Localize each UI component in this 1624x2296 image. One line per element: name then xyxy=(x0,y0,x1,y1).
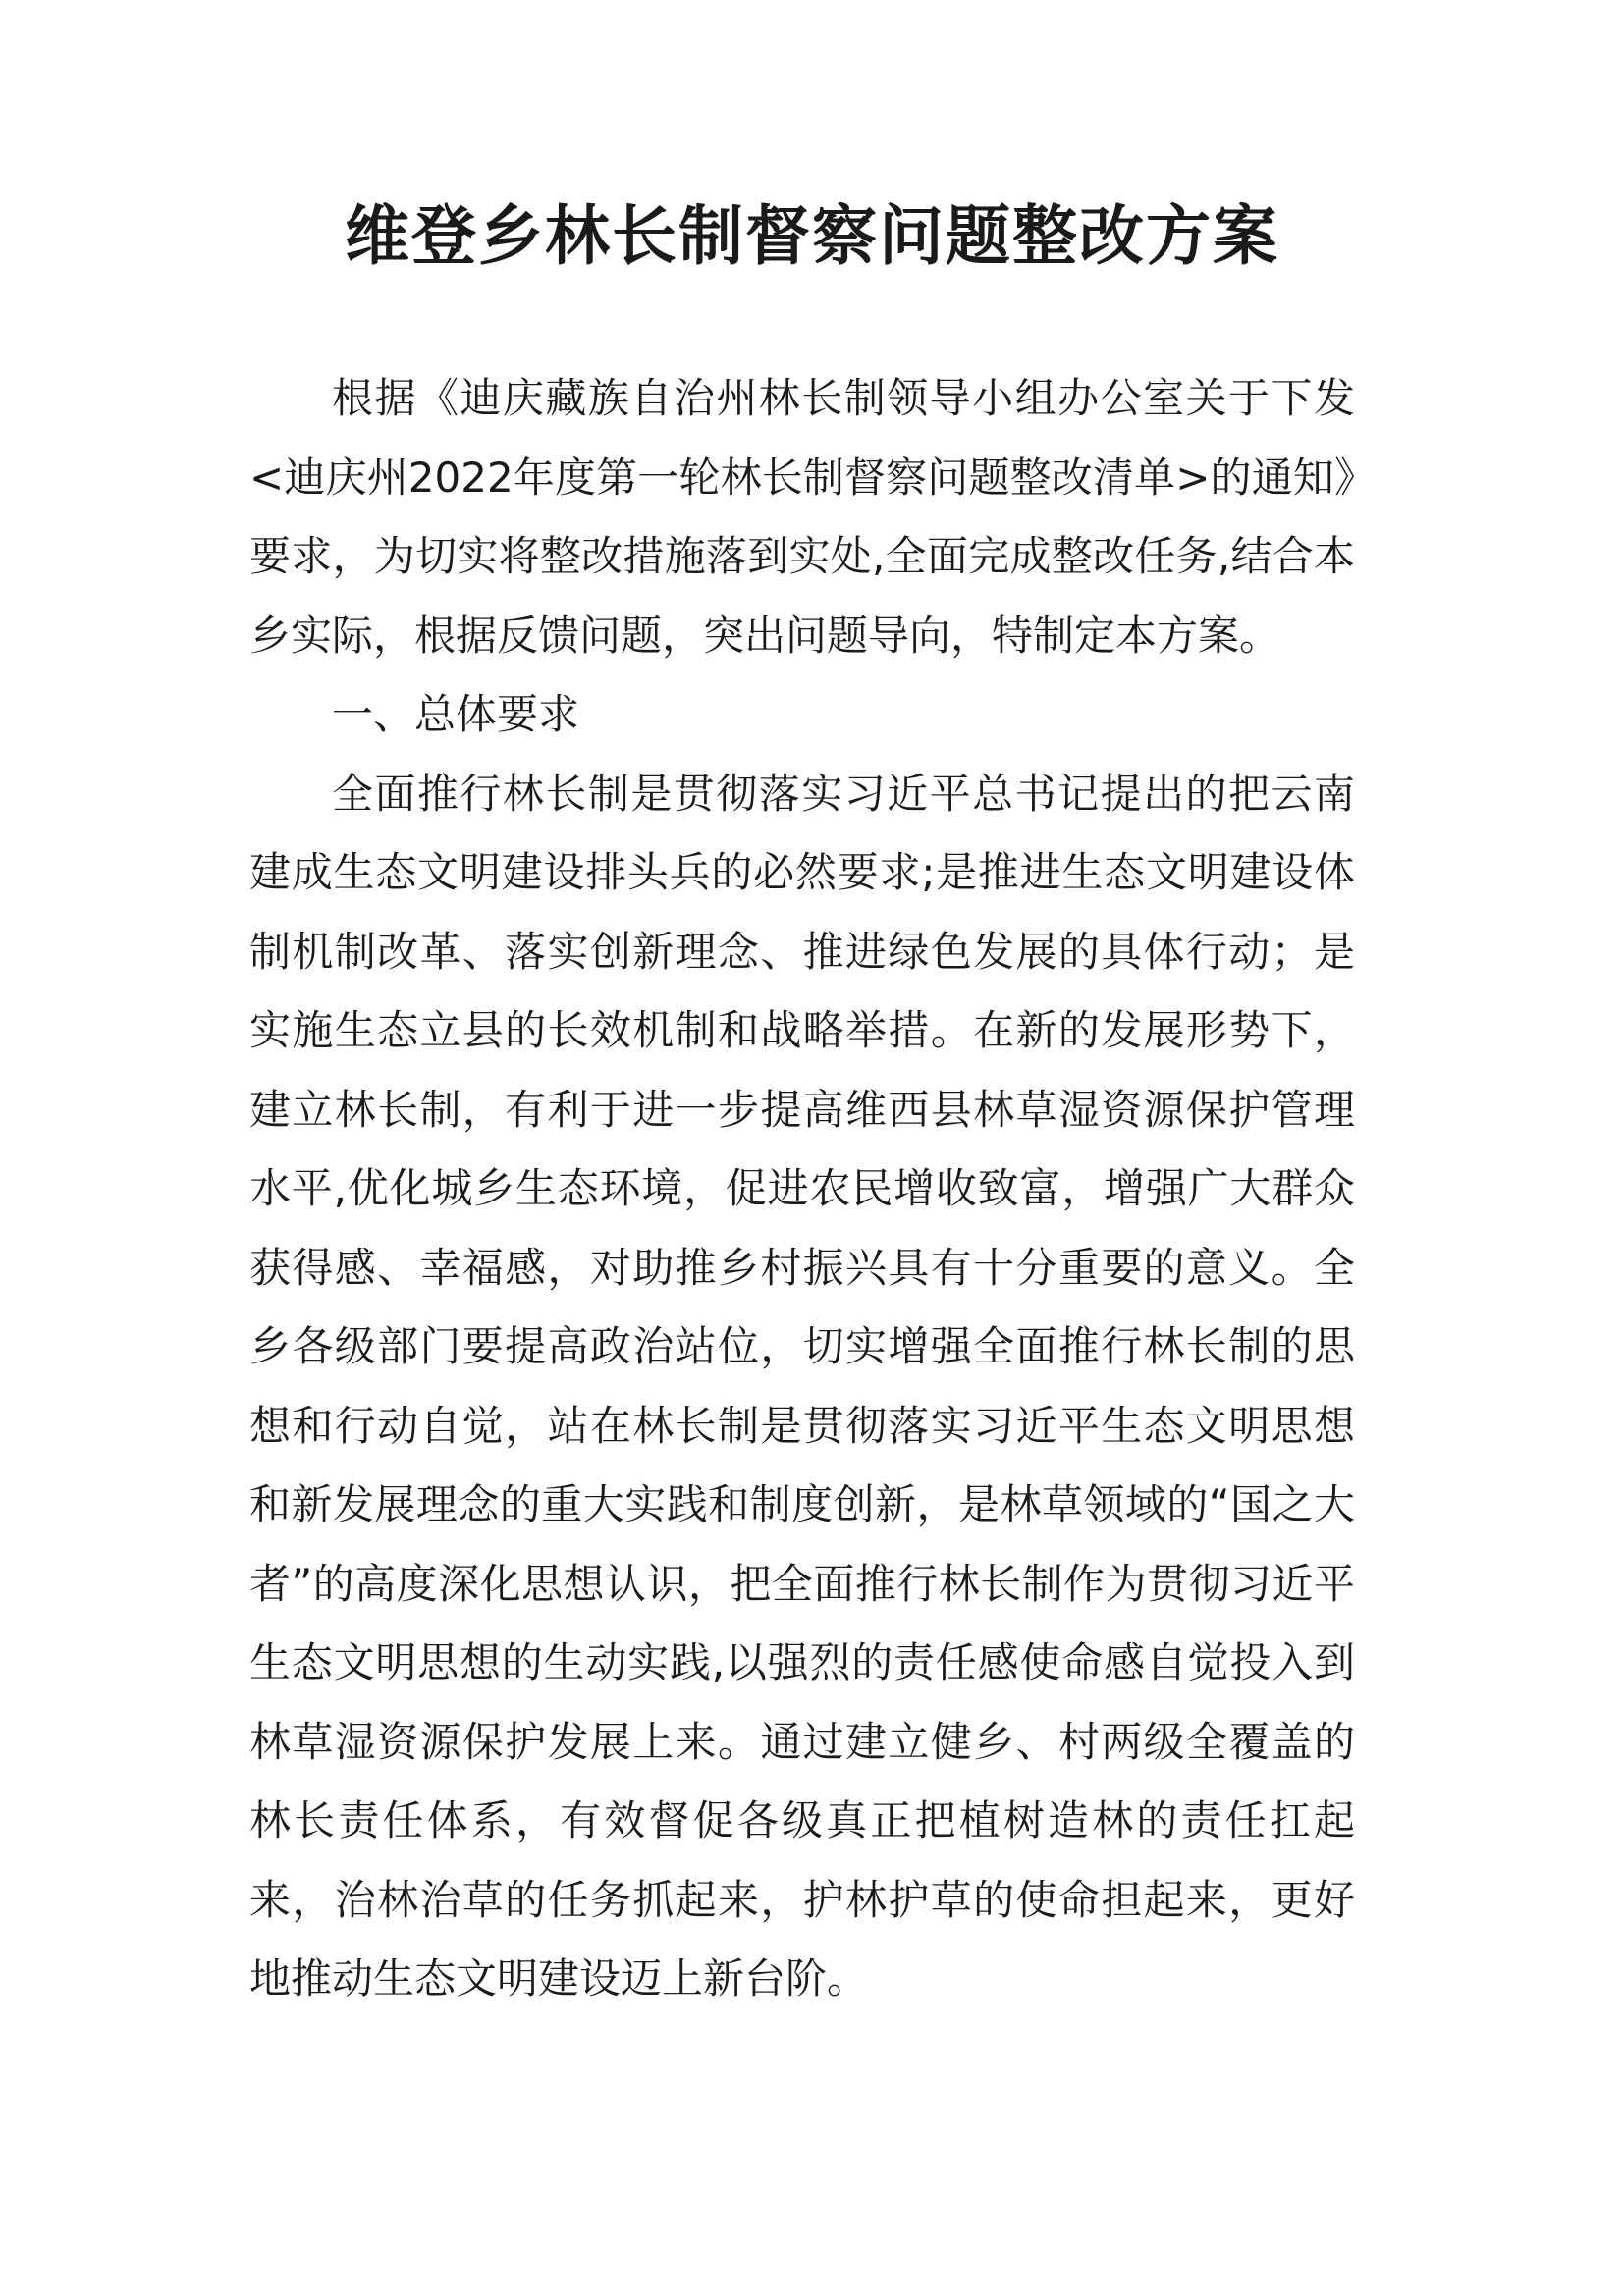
intro-paragraph: 根据《迪庆藏族自治州林长制领导小组办公室关于下发<迪庆州2022年度第一轮林长制督察问题整改清单>的通知》要求，为切实将整改措施落到实处,全面完成整改任务,结合本乡实际，根据反馈问题，突出问题导向，特制定本方案。 xyxy=(249,374,1355,660)
document-title: 维登乡林长制督察问题整改方案 xyxy=(345,197,1279,274)
section-heading-general-requirements: 一、总体要求 xyxy=(332,690,580,738)
document-body xyxy=(249,359,1355,2019)
body-paragraph: 全面推行林长制是贯彻落实习近平总书记提出的把云南建成生态文明建设排头兵的必然要求;是推进生态文明建设体制机制改革、落实创新理念、推进绿色发展的具体行动；是实施生态立县的长效机制和战略举措。在新的发展形势下，建立林长制，有利于进一步提高维西县林草湿资源保护管理水平,优化城乡生态环境，促进农民增收致富，增强广大群众获得感、幸福感，对助推乡村振兴具有十分重要的意义。全乡各级部门要提高政治站位，切实增强全面推行林长制的思想和行动自觉，站在林长制是贯彻落实习近平生态文明思想和新发展理念的重大实践和制度创新，是林草领域的“国之大者”的高度深化思想认识，把全面推行林长制作为贯彻习近平生态文明思想的生动实践,以强烈的责任感使命感自觉投入到林草湿资源保护发展上来。通过建立健乡、村两级全覆盖的林长责任体系，有效督促各级真正把植树造林的责任扛起来，治林治草的任务抓起来，护林护草的使命担起来，更好地推动生态文明建设迈上新台阶。 xyxy=(249,769,1355,2002)
